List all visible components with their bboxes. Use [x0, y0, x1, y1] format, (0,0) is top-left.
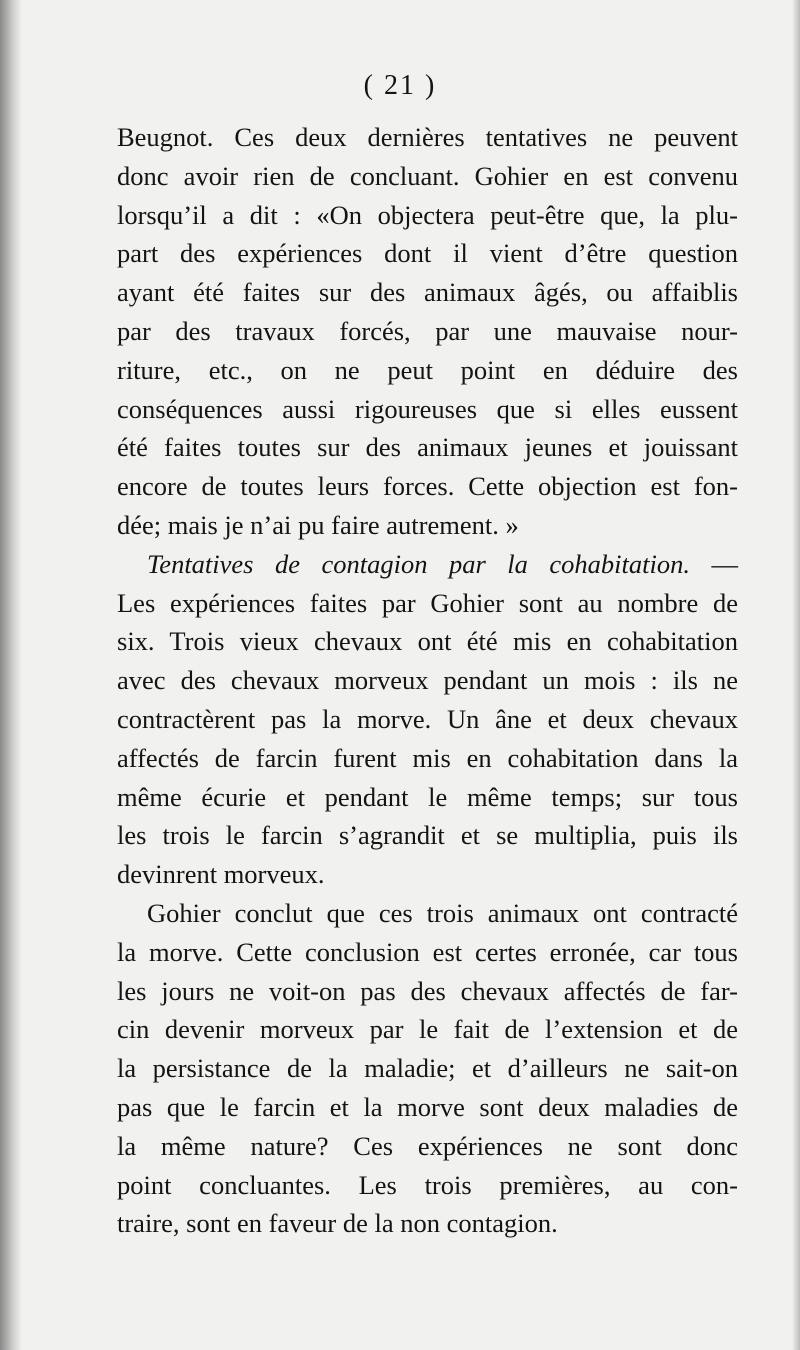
text-line: cin devenir morveux par le fait de l’extension et de [117, 1014, 738, 1045]
text-line: donc avoir rien de concluant. Gohier en est convenu [117, 160, 738, 191]
text-line: affectés de farcin furent mis en cohabitation dans la [117, 742, 738, 773]
text-line: traire, sont en faveur de la non contagion. [117, 1208, 558, 1239]
text-line: riture, etc., on ne peut point en déduire des [117, 354, 738, 385]
text-line: contractèrent pas la morve. Un âne et deux chevaux [117, 703, 738, 734]
text-line: part des expériences dont il vient d’être question [117, 238, 738, 269]
page-edge-shadow [792, 0, 800, 1350]
text-line: les trois le farcin s’agrandit et se multiplia, puis ils [117, 820, 738, 851]
text-line: Les expériences faites par Gohier sont au nombre de [117, 587, 738, 618]
text-line: Gohier conclut que ces trois animaux ont contracté [147, 897, 738, 928]
text-line: six. Trois vieux chevaux ont été mis en cohabitation [117, 626, 738, 657]
text-line: ayant été faites sur des animaux âgés, ou affaiblis [117, 277, 738, 308]
body-text [117, 118, 738, 1243]
section-heading: Tentatives de contagion par la cohabitation. [147, 548, 690, 579]
text-line: la persistance de la maladie; et d’ailleurs ne sait-on [117, 1053, 738, 1084]
text-line: la même nature? Ces expériences ne sont donc [117, 1130, 738, 1161]
text-line: la morve. Cette conclusion est certes erronée, car tous [117, 936, 738, 967]
text-line: devinrent morveux. [117, 859, 325, 890]
text-line: pas que le farcin et la morve sont deux maladies de [117, 1091, 738, 1122]
text-line: les jours ne voit-on pas des chevaux affectés de far- [117, 975, 738, 1006]
text-line: même écurie et pendant le même temps; sur tous [117, 781, 738, 812]
text-line: dée; mais je n’ai pu faire autrement. » [117, 509, 519, 540]
text-line: encore de toutes leurs forces. Cette objection est fon- [117, 471, 738, 502]
heading-dash: — [711, 548, 738, 579]
text-line: point concluantes. Les trois premières, au con- [117, 1169, 738, 1200]
text-line: Beugnot. Ces deux dernières tentatives ne peuvent [117, 122, 738, 152]
text-line: par des travaux forcés, par une mauvaise nour- [117, 315, 738, 346]
section-heading-line [117, 545, 738, 584]
text-line: conséquences aussi rigoureuses que si elles eussent [117, 393, 738, 424]
page-gutter-shadow [0, 0, 22, 1350]
text-line: lorsqu’il a dit : «On objectera peut-être que, la plu- [117, 199, 738, 230]
text-line: été faites toutes sur des animaux jeunes et jouissant [117, 432, 738, 463]
page-number: ( 21 ) [363, 70, 437, 101]
text-line: avec des chevaux morveux pendant un mois : ils ne [117, 665, 738, 696]
